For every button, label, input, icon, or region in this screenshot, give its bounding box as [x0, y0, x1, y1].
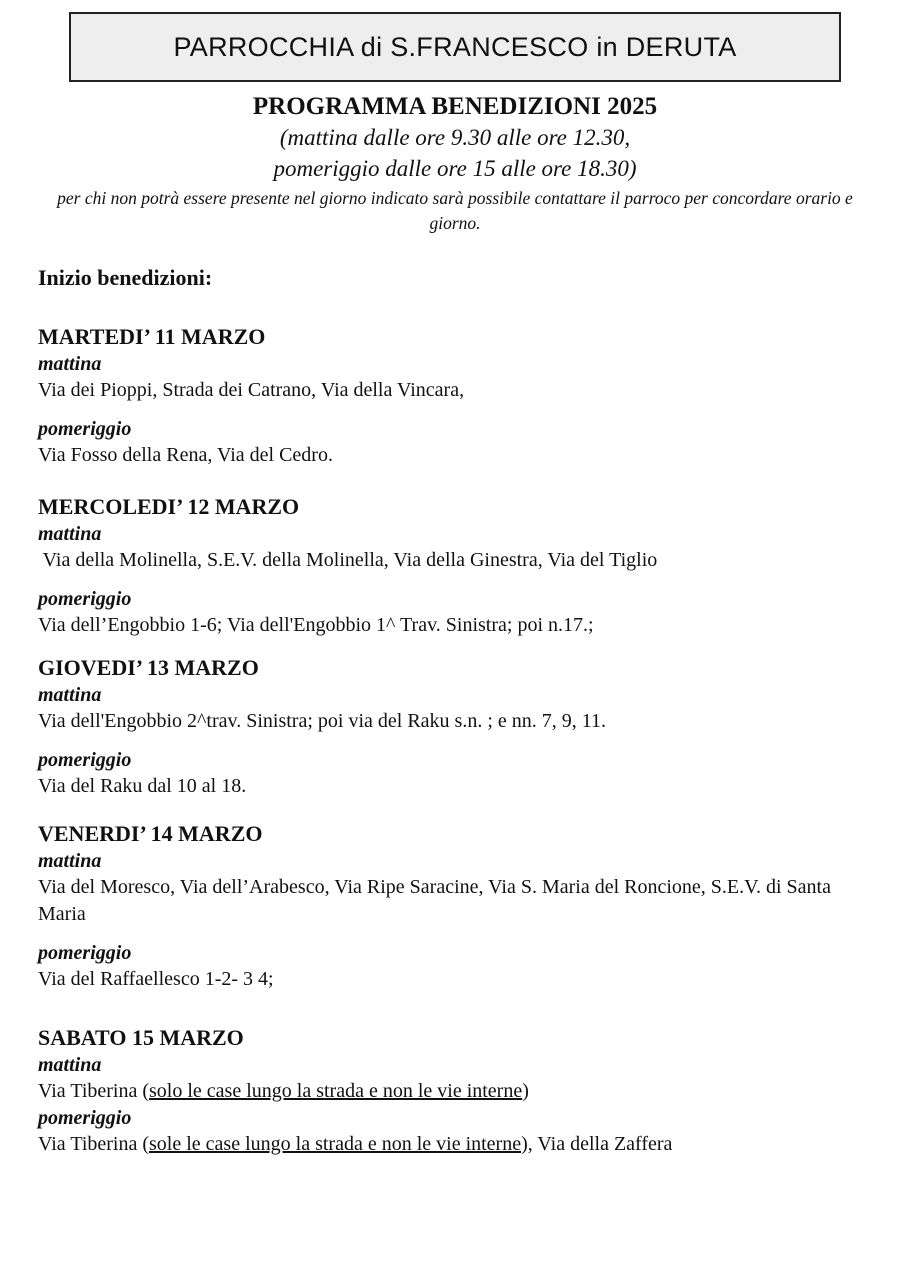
hours-afternoon: pomeriggio dalle ore 15 alle ore 18.30)	[273, 156, 637, 181]
afternoon-streets: Via Fosso della Rena, Via del Cedro.	[38, 444, 333, 466]
afternoon-streets	[38, 1131, 868, 1158]
street-text: Via della Zaffera	[532, 1133, 673, 1155]
afternoon-slot	[38, 416, 868, 469]
morning-streets: Via dei Pioppi, Strada dei Catrano, Via della Vincara,	[38, 379, 465, 401]
morning-label: mattina	[38, 1054, 102, 1076]
day-block-friday	[38, 820, 868, 993]
morning-label: mattina	[38, 850, 102, 872]
afternoon-streets: Via del Raku dal 10 al 18.	[38, 775, 247, 797]
afternoon-slot	[38, 940, 868, 993]
day-date: MARTEDI’ 11 MARZO	[38, 324, 266, 349]
afternoon-slot	[38, 747, 868, 800]
afternoon-streets: Via del Raffaellesco 1-2- 3 4;	[38, 968, 274, 990]
program-title: PROGRAMMA BENEDIZIONI 2025	[252, 93, 658, 120]
street-text: Via Tiberina (	[38, 1080, 150, 1102]
underlined-note: sole le case lungo la strada e non le vie interne),	[149, 1133, 533, 1155]
afternoon-slot	[38, 586, 868, 639]
morning-slot	[38, 351, 868, 404]
afternoon-label: pomeriggio	[38, 942, 132, 964]
afternoon-label: pomeriggio	[38, 418, 132, 440]
day-block-wednesday	[38, 493, 868, 639]
day-date: VENERDI’ 14 MARZO	[38, 821, 263, 846]
day-block-saturday	[38, 1024, 868, 1158]
afternoon-label: pomeriggio	[38, 588, 132, 610]
morning-streets: Via dell'Engobbio 2^trav. Sinistra; poi via del Raku s.n. ; e nn. 7, 9, 11.	[38, 710, 607, 732]
street-text: )	[522, 1080, 529, 1102]
morning-label: mattina	[38, 523, 102, 545]
morning-slot	[38, 1052, 868, 1105]
afternoon-label: pomeriggio	[38, 749, 132, 771]
morning-label: mattina	[38, 353, 102, 375]
street-text: Via Tiberina (	[38, 1133, 150, 1155]
day-block-tuesday	[38, 323, 868, 469]
morning-streets	[38, 1078, 868, 1105]
day-date: MERCOLEDI’ 12 MARZO	[38, 494, 300, 519]
underlined-note: solo le case lungo la strada e non le vie interne	[149, 1080, 523, 1102]
parish-name: PARROCCHIA di S.FRANCESCO in DERUTA	[173, 31, 737, 62]
morning-slot	[38, 848, 868, 928]
parish-header	[69, 12, 841, 82]
morning-slot	[38, 682, 868, 735]
contact-note: per chi non potrà essere presente nel giorno indicato sarà possibile contattare il parroco per concordare orario e giorno.	[57, 188, 853, 233]
afternoon-streets: Via dell’Engobbio 1-6; Via dell'Engobbio 1^ Trav. Sinistra; poi n.17.;	[38, 614, 594, 636]
morning-streets: Via del Moresco, Via dell’Arabesco, Via Ripe Saracine, Via S. Maria del Roncione, S.E.V. di Santa Maria	[38, 876, 831, 925]
day-date: GIOVEDI’ 13 MARZO	[38, 655, 259, 680]
day-date: SABATO 15 MARZO	[38, 1025, 244, 1050]
day-block-thursday	[38, 654, 868, 800]
morning-slot	[38, 521, 868, 574]
program-intro	[40, 92, 870, 236]
morning-label: mattina	[38, 684, 102, 706]
start-heading: Inizio benedizioni:	[38, 265, 213, 290]
afternoon-slot	[38, 1105, 868, 1158]
afternoon-label: pomeriggio	[38, 1107, 132, 1129]
morning-streets: Via della Molinella, S.E.V. della Molinella, Via della Ginestra, Via del Tiglio	[38, 549, 658, 571]
hours-morning: (mattina dalle ore 9.30 alle ore 12.30,	[279, 125, 631, 150]
